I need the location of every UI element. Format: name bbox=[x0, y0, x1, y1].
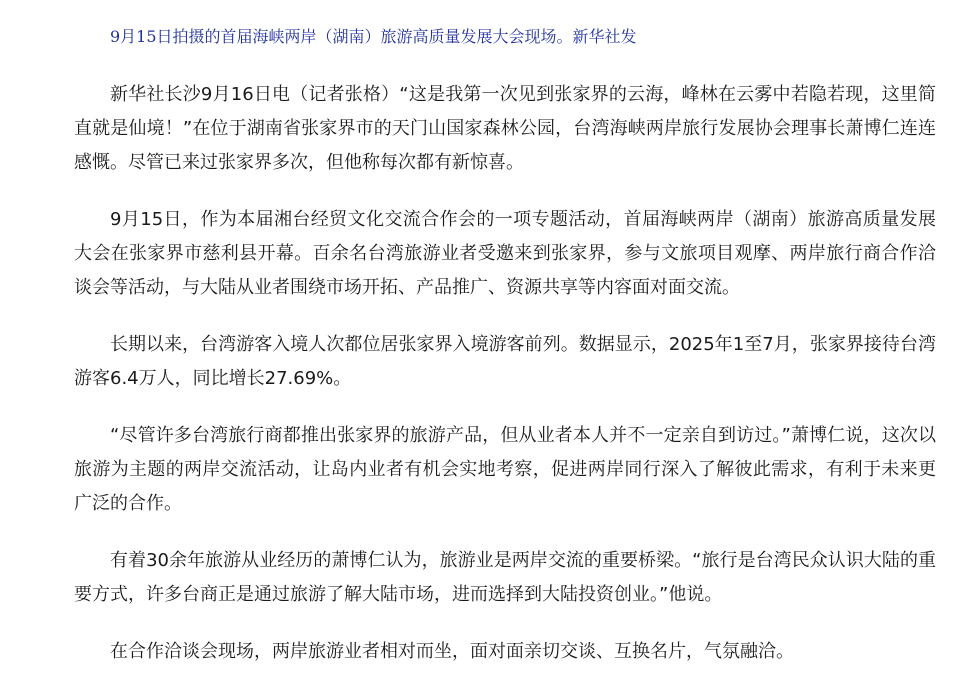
article-paragraph: 在合作洽谈会现场，两岸旅游业者相对而坐，面对面亲切交谈、互换名片，气氛融洽。 bbox=[110, 641, 794, 662]
article-paragraph: “尽管许多台湾旅行商都推出张家界的旅游产品，但从业者本人并不一定亲自到访过。”萧博仁说，这次以旅游为主题的两岸交流活动，让岛内业者有机会实地考察，促进两岸同行深入了解彼此需求，有利于未来更广泛的合作。 bbox=[74, 425, 936, 514]
photo-caption: 9月15日拍摄的首届海峡两岸（湖南）旅游高质量发展大会现场。新华社发 bbox=[110, 27, 637, 46]
article-paragraph: 长期以来，台湾游客入境人次都位居张家界入境游客前列。数据显示，2025年1至7月，张家界接待台湾游客6.4万人，同比增长27.69%。 bbox=[74, 334, 936, 389]
article-paragraph: 有着30余年旅游从业经历的萧博仁认为，旅游业是两岸交流的重要桥梁。“旅行是台湾民众认识大陆的重要方式，许多台商正是通过旅游了解大陆市场，进而选择到大陆投资创业。”他说。 bbox=[74, 550, 936, 605]
article-paragraph: 9月15日，作为本届湘台经贸文化交流合作会的一项专题活动，首届海峡两岸（湖南）旅游高质量发展大会在张家界市慈利县开幕。百余名台湾旅游业者受邀来到张家界，参与文旅项目观摩、两岸旅行商合作洽谈会等活动，与大陆从业者围绕市场开拓、产品推广、资源共享等内容面对面交流。 bbox=[74, 209, 936, 298]
article-paragraph: 新华社长沙9月16日电（记者张格）“这是我第一次见到张家界的云海，峰林在云雾中若隐若现，这里简直就是仙境！”在位于湖南省张家界市的天门山国家森林公园，台湾海峡两岸旅行发展协会理事长萧博仁连连感慨。尽管已来过张家界多次，但他称每次都有新惊喜。 bbox=[74, 84, 936, 173]
article-body bbox=[74, 78, 936, 692]
